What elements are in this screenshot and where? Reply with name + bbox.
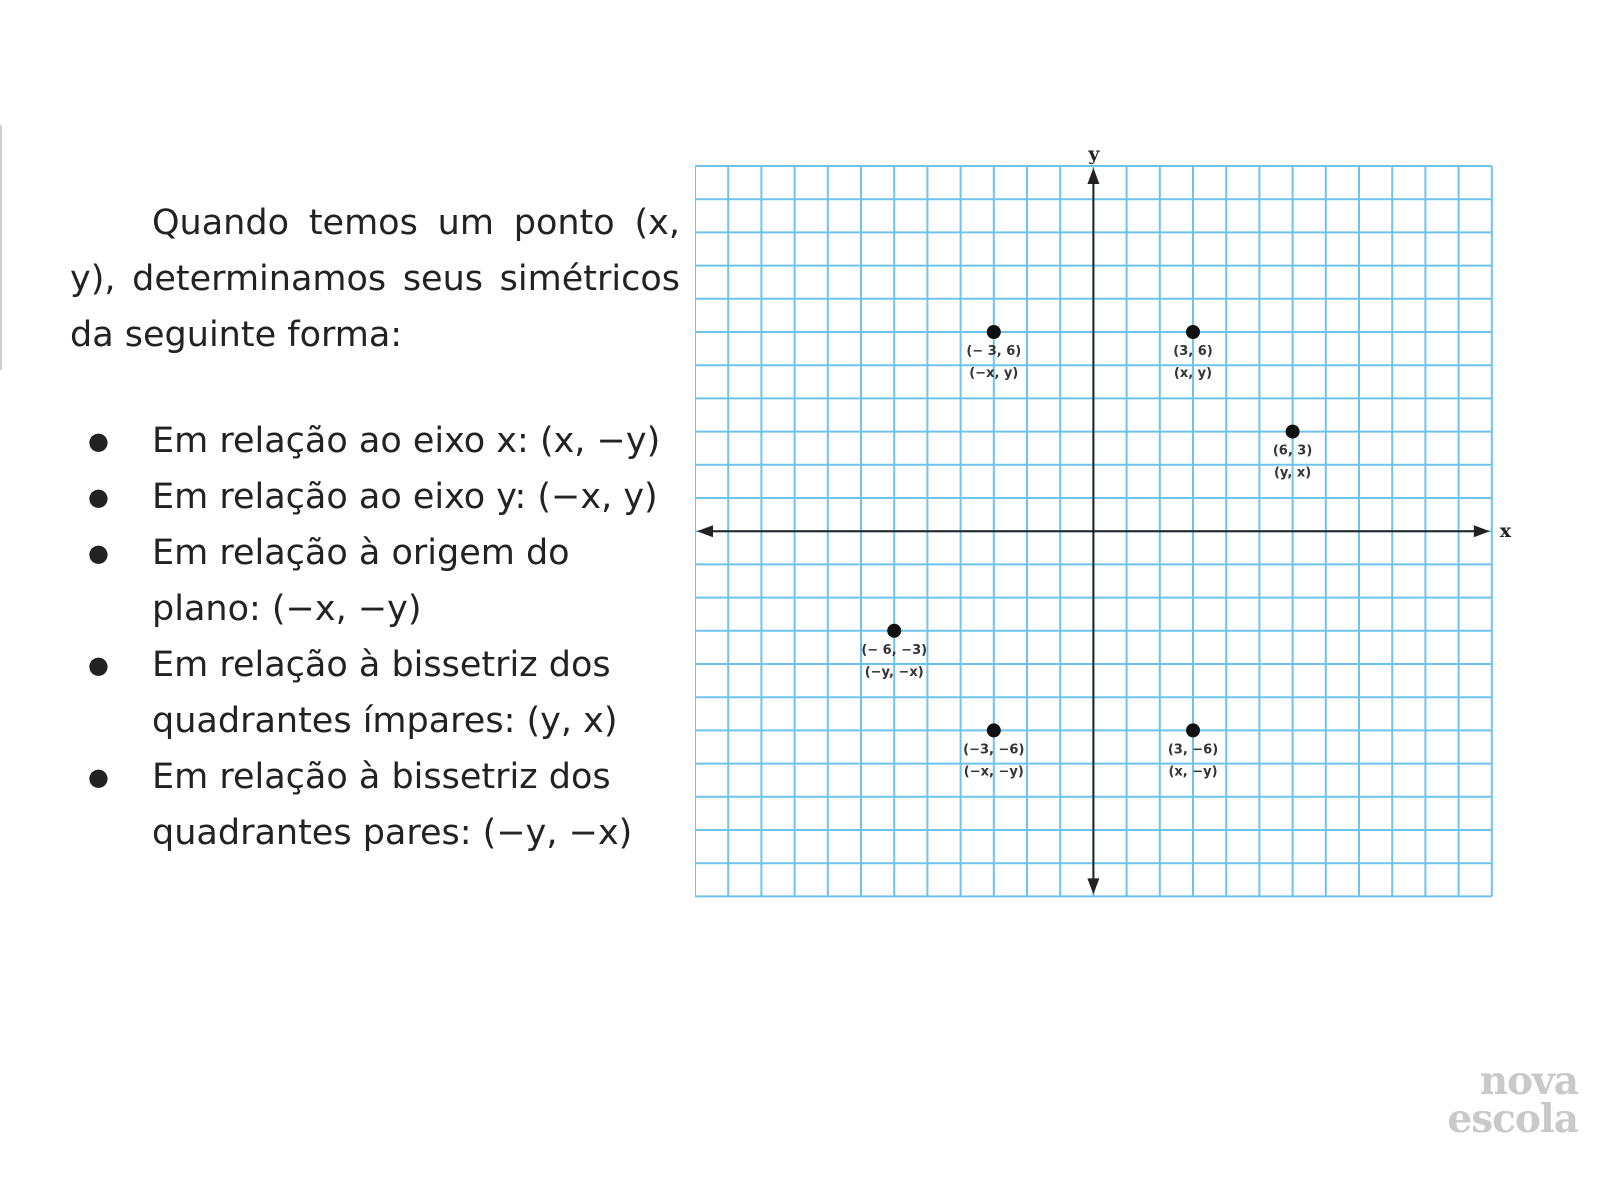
- point-label: (x, y): [1173, 366, 1213, 381]
- y-axis-arrow-down-icon: [1087, 878, 1099, 894]
- point-label: (−3, −6): [963, 742, 1025, 758]
- y-axis-arrow-up-icon: [1087, 168, 1099, 184]
- logo-line-1: nova: [1479, 1058, 1578, 1104]
- left-edge-rule: [0, 125, 2, 370]
- point-label: (− 6, −3): [861, 642, 928, 658]
- rule-item-odd-bisector: [70, 637, 680, 749]
- x-axis-arrow-right-icon: [1474, 525, 1490, 537]
- plot-point: [887, 624, 901, 638]
- bullet-icon: ●: [88, 763, 109, 791]
- plot-point: [1286, 425, 1300, 439]
- rule-text: Em relação ao eixo y: (−x, y): [152, 477, 658, 517]
- bullet-icon: ●: [88, 427, 109, 455]
- cartesian-plane-svg: [695, 138, 1525, 918]
- rule-text: Em relação à bissetriz dos quadrantes ímpares: (y, x): [152, 645, 618, 741]
- point-label: (3, 6): [1173, 344, 1213, 359]
- explanation-text: [70, 195, 680, 861]
- bullet-icon: ●: [88, 539, 109, 567]
- point-label: (x, −y): [1168, 764, 1218, 780]
- bullet-icon: ●: [88, 483, 109, 511]
- rule-item-x-axis: [70, 413, 680, 469]
- plot-point: [1186, 325, 1200, 339]
- nova-escola-logo: [1418, 1058, 1578, 1142]
- logo-line-2: escola: [1447, 1096, 1578, 1142]
- plot-point: [987, 325, 1001, 339]
- point-label: (6, 3): [1272, 443, 1313, 459]
- point-label: (3, −6): [1167, 742, 1219, 758]
- rule-text: Em relação ao eixo x: (x, −y): [152, 421, 661, 461]
- rule-text: Em relação à origem do plano: (−x, −y): [152, 533, 570, 629]
- rule-item-y-axis: [70, 469, 680, 525]
- point-label: (−y, −x): [864, 664, 924, 680]
- symmetry-rules-list: [70, 413, 680, 861]
- plot-point: [1186, 723, 1200, 737]
- intro-paragraph: Quando temos um ponto (x, y), determinamos seus simétricos da seguinte forma:: [70, 203, 680, 355]
- point-label: (−x, y): [969, 366, 1019, 381]
- point-label: (y, x): [1273, 465, 1312, 481]
- rule-item-origin: [70, 525, 680, 637]
- point-label: (−x, −y): [963, 764, 1024, 780]
- point-label: (− 3, 6): [966, 344, 1022, 359]
- y-axis-label: y: [1088, 143, 1100, 165]
- cartesian-plane: [695, 138, 1525, 918]
- x-axis-arrow-left-icon: [697, 525, 713, 537]
- plot-point: [987, 723, 1001, 737]
- rule-text: Em relação à bissetriz dos quadrantes pares: (−y, −x): [152, 757, 633, 853]
- bullet-icon: ●: [88, 651, 109, 679]
- x-axis-label: x: [1499, 520, 1512, 543]
- rule-item-even-bisector: [70, 749, 680, 861]
